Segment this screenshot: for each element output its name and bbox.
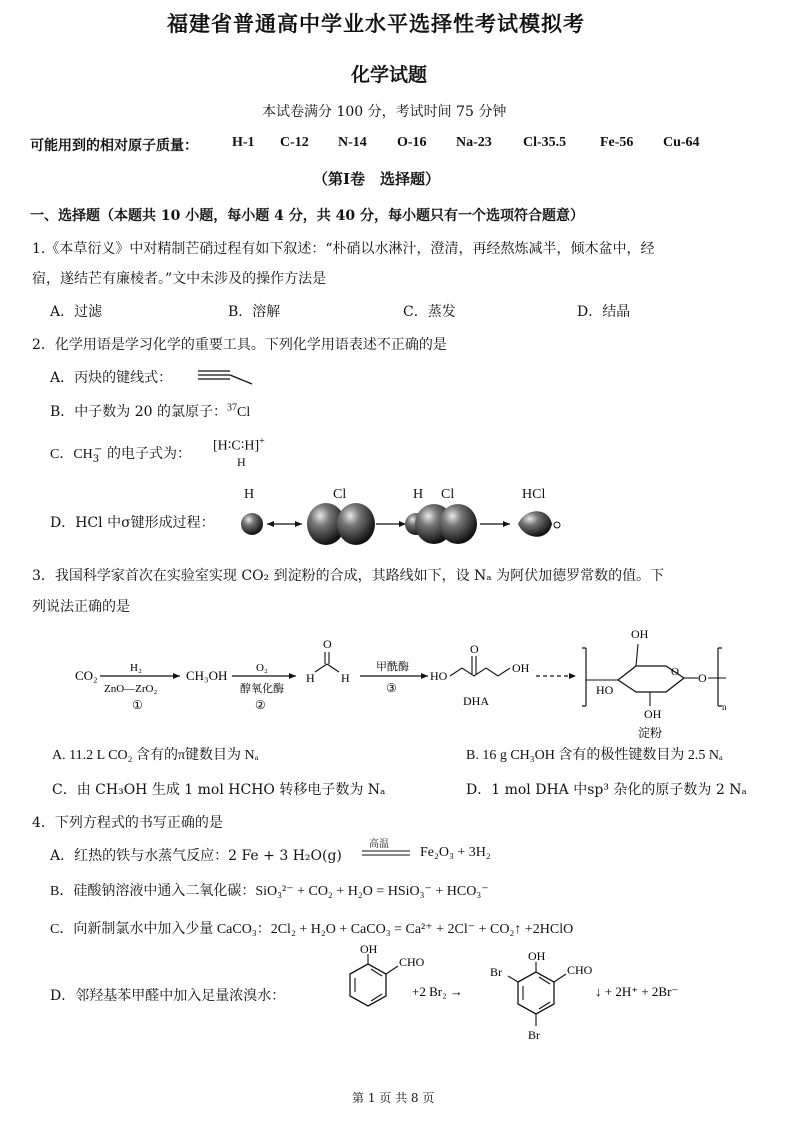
subject-title: 化学试题 — [351, 64, 428, 86]
q3-line1: 3．我国科学家首次在实验室实现 CO₂ 到淀粉的合成，其路线如下，设 Nₐ 为阿伏加德罗常数的值。下 — [32, 568, 665, 584]
orbital-overlap-diagram — [230, 500, 570, 548]
dibromo-product-structure — [490, 949, 593, 1042]
atomic-mass-label: 可能用到的相对原子质量： — [30, 138, 198, 154]
reagent-br2: +2 Br₂ → — [412, 984, 463, 999]
svg-text:OH: OH — [644, 707, 662, 721]
q4-option-b: B．硅酸钠溶液中通入二氧化碳：SiO₃²⁻ + CO₂ + H₂O = HSiO₃⁻ + HCO₃⁻ — [50, 884, 489, 899]
svg-text:OH: OH — [512, 661, 530, 675]
svg-text:淀粉: 淀粉 — [638, 726, 663, 740]
svg-text:OH: OH — [360, 944, 378, 956]
svg-text:HO: HO — [596, 683, 614, 697]
svg-text:CHO: CHO — [567, 963, 593, 977]
svg-text:Br: Br — [528, 1028, 540, 1042]
q1-option-a: A．过滤 — [50, 304, 103, 320]
enzyme-2: 醇氧化酶 — [240, 683, 284, 695]
section-heading: 一、选择题（本题共 10 小题，每小题 4 分，共 40 分，每小题只有一个选项符合题意） — [30, 208, 584, 224]
q4-option-a: A．红热的铁与水蒸气反应：2 Fe + 3 H₂O(g) — [50, 848, 342, 864]
equilibrium-equals-sign — [360, 848, 412, 858]
mass-number: 37 — [227, 402, 238, 414]
q3-option-b: B. 16 g CH₃OH 含有的极性键数目为 2.5 Nₐ — [466, 748, 723, 763]
q2-option-c-text: 的电子式为： — [102, 446, 192, 462]
h2-reagent: H₂ — [130, 662, 142, 674]
atomic-mass-n: N-14 — [338, 135, 367, 150]
electron-formula — [213, 436, 265, 455]
q2-option-a: A．丙炔的键线式： — [50, 370, 173, 386]
step-3: ③ — [386, 681, 397, 695]
svg-text:H: H — [306, 671, 315, 685]
exam-info: 本试卷满分 100 分，考试时间 75 分钟 — [262, 104, 507, 120]
q2-option-c: C．$CH_3^-$ 的电子式为： — [50, 444, 192, 465]
q3-option-a: A. 11.2 L CO₂ 含有的π键数目为 Nₐ — [52, 748, 259, 763]
atomic-mass-c: C-12 — [280, 135, 309, 150]
svg-text:HO: HO — [430, 669, 448, 683]
label-h-atom: H — [244, 487, 255, 502]
svg-text:n: n — [722, 702, 727, 712]
co2-to-starch-scheme — [70, 620, 740, 740]
atomic-mass-na: Na-23 — [456, 135, 492, 150]
electron-formula-body: [H∶C∶H] — [213, 438, 260, 454]
q1-option-b: B．溶解 — [228, 304, 281, 320]
svg-text:O: O — [470, 642, 479, 656]
q2-option-c-prefix: C．CH — [50, 447, 93, 462]
svg-text:O: O — [323, 637, 332, 651]
bromination-reaction — [320, 944, 690, 1064]
part-title: （第Ⅰ卷 选择题） — [313, 170, 441, 188]
label-hcl: HCl — [522, 487, 546, 502]
atomic-mass-h: H-1 — [232, 135, 255, 150]
q4-option-a-products: Fe₂O₃ + 3H₂ — [420, 845, 491, 860]
label-cl-approach: Cl — [441, 487, 455, 502]
atomic-mass-fe: Fe-56 — [600, 135, 634, 150]
electron-formula-bottom-h: H — [237, 455, 246, 469]
q1-line2: 宿，遂结芒有廉棱者。”文中未涉及的操作方法是 — [32, 271, 327, 287]
svg-text:OH: OH — [528, 949, 546, 963]
q3-line2: 列说法正确的是 — [32, 599, 130, 615]
svg-text:O: O — [698, 671, 707, 685]
step-2: ② — [255, 698, 266, 712]
propyne-skeletal-icon — [196, 366, 256, 386]
overlapping-orbitals — [405, 504, 477, 544]
co2-label: CO₂ — [75, 668, 98, 683]
q1-line1: 1.《本草衍义》中对精制芒硝过程有如下叙述：“朴硝以水淋汁，澄清，再经熬炼减半，倾木盆中，经 — [32, 241, 655, 257]
q3-option-d: D．1 mol DHA 中sp³ 杂化的原子数为 2 Nₐ — [466, 782, 747, 798]
products-tail: ↓ + 2H⁺ + 2Br⁻ — [595, 984, 679, 999]
svg-text:H: H — [341, 671, 350, 685]
q1-option-c: C．蒸发 — [403, 304, 456, 320]
q2-option-b-text: B．中子数为 20 的氯原子： — [50, 404, 228, 420]
svg-text:CHO: CHO — [399, 955, 425, 969]
cl-p-orbital — [307, 503, 375, 545]
svg-text:O: O — [671, 666, 679, 678]
q4-option-c: C．向新制氯水中加入少量 CaCO₃：2Cl₂ + H₂O + CaCO₃ = Ca²⁺ + 2Cl⁻ + CO₂↑ +2HClO — [50, 922, 574, 937]
electron-formula-charge: + — [259, 436, 265, 447]
q2-option-d: D．HCl 中σ键形成过程： — [50, 515, 215, 531]
starch-structure — [582, 627, 727, 740]
dha-structure — [430, 642, 530, 708]
step-1: ① — [132, 698, 143, 712]
q3-option-c: C．由 CH₃OH 生成 1 mol HCHO 转移电子数为 Nₐ — [52, 782, 386, 798]
exam-title: 福建省普通高中学业水平选择性考试模拟考 — [167, 11, 585, 36]
o2-reagent: O₂ — [256, 662, 268, 674]
enzyme-3: 甲酰酶 — [376, 661, 409, 673]
atomic-mass-o: O-16 — [397, 135, 427, 150]
svg-text:OH: OH — [631, 627, 649, 641]
h-s-orbital — [241, 513, 263, 535]
svg-text:Br: Br — [490, 965, 502, 979]
atomic-mass-cl: Cl-35.5 — [523, 135, 567, 150]
q1-option-d: D．结晶 — [577, 304, 631, 320]
chlorine-symbol: Cl — [237, 405, 251, 420]
q4-stem: 4．下列方程式的书写正确的是 — [32, 815, 223, 831]
label-h-approach: H — [413, 487, 424, 502]
q4-option-d: D．邻羟基苯甲醛中加入足量浓溴水： — [50, 988, 286, 1004]
formaldehyde-structure — [306, 637, 350, 685]
q4-a-condition: 高温 — [369, 839, 389, 850]
catalyst-label: ZnO—ZrO₂ — [104, 683, 158, 695]
q2-option-b — [50, 401, 250, 421]
svg-text:DHA: DHA — [463, 694, 489, 708]
q2-stem: 2．化学用语是学习化学的重要工具。下列化学用语表述不正确的是 — [32, 337, 447, 353]
hcl-sigma-bond — [518, 511, 560, 537]
label-cl-atom: Cl — [333, 487, 347, 502]
ch3oh-label: CH₃OH — [186, 668, 228, 683]
page-number: 第 1 页 共 8 页 — [352, 1091, 435, 1105]
atomic-mass-cu: Cu-64 — [663, 135, 700, 150]
